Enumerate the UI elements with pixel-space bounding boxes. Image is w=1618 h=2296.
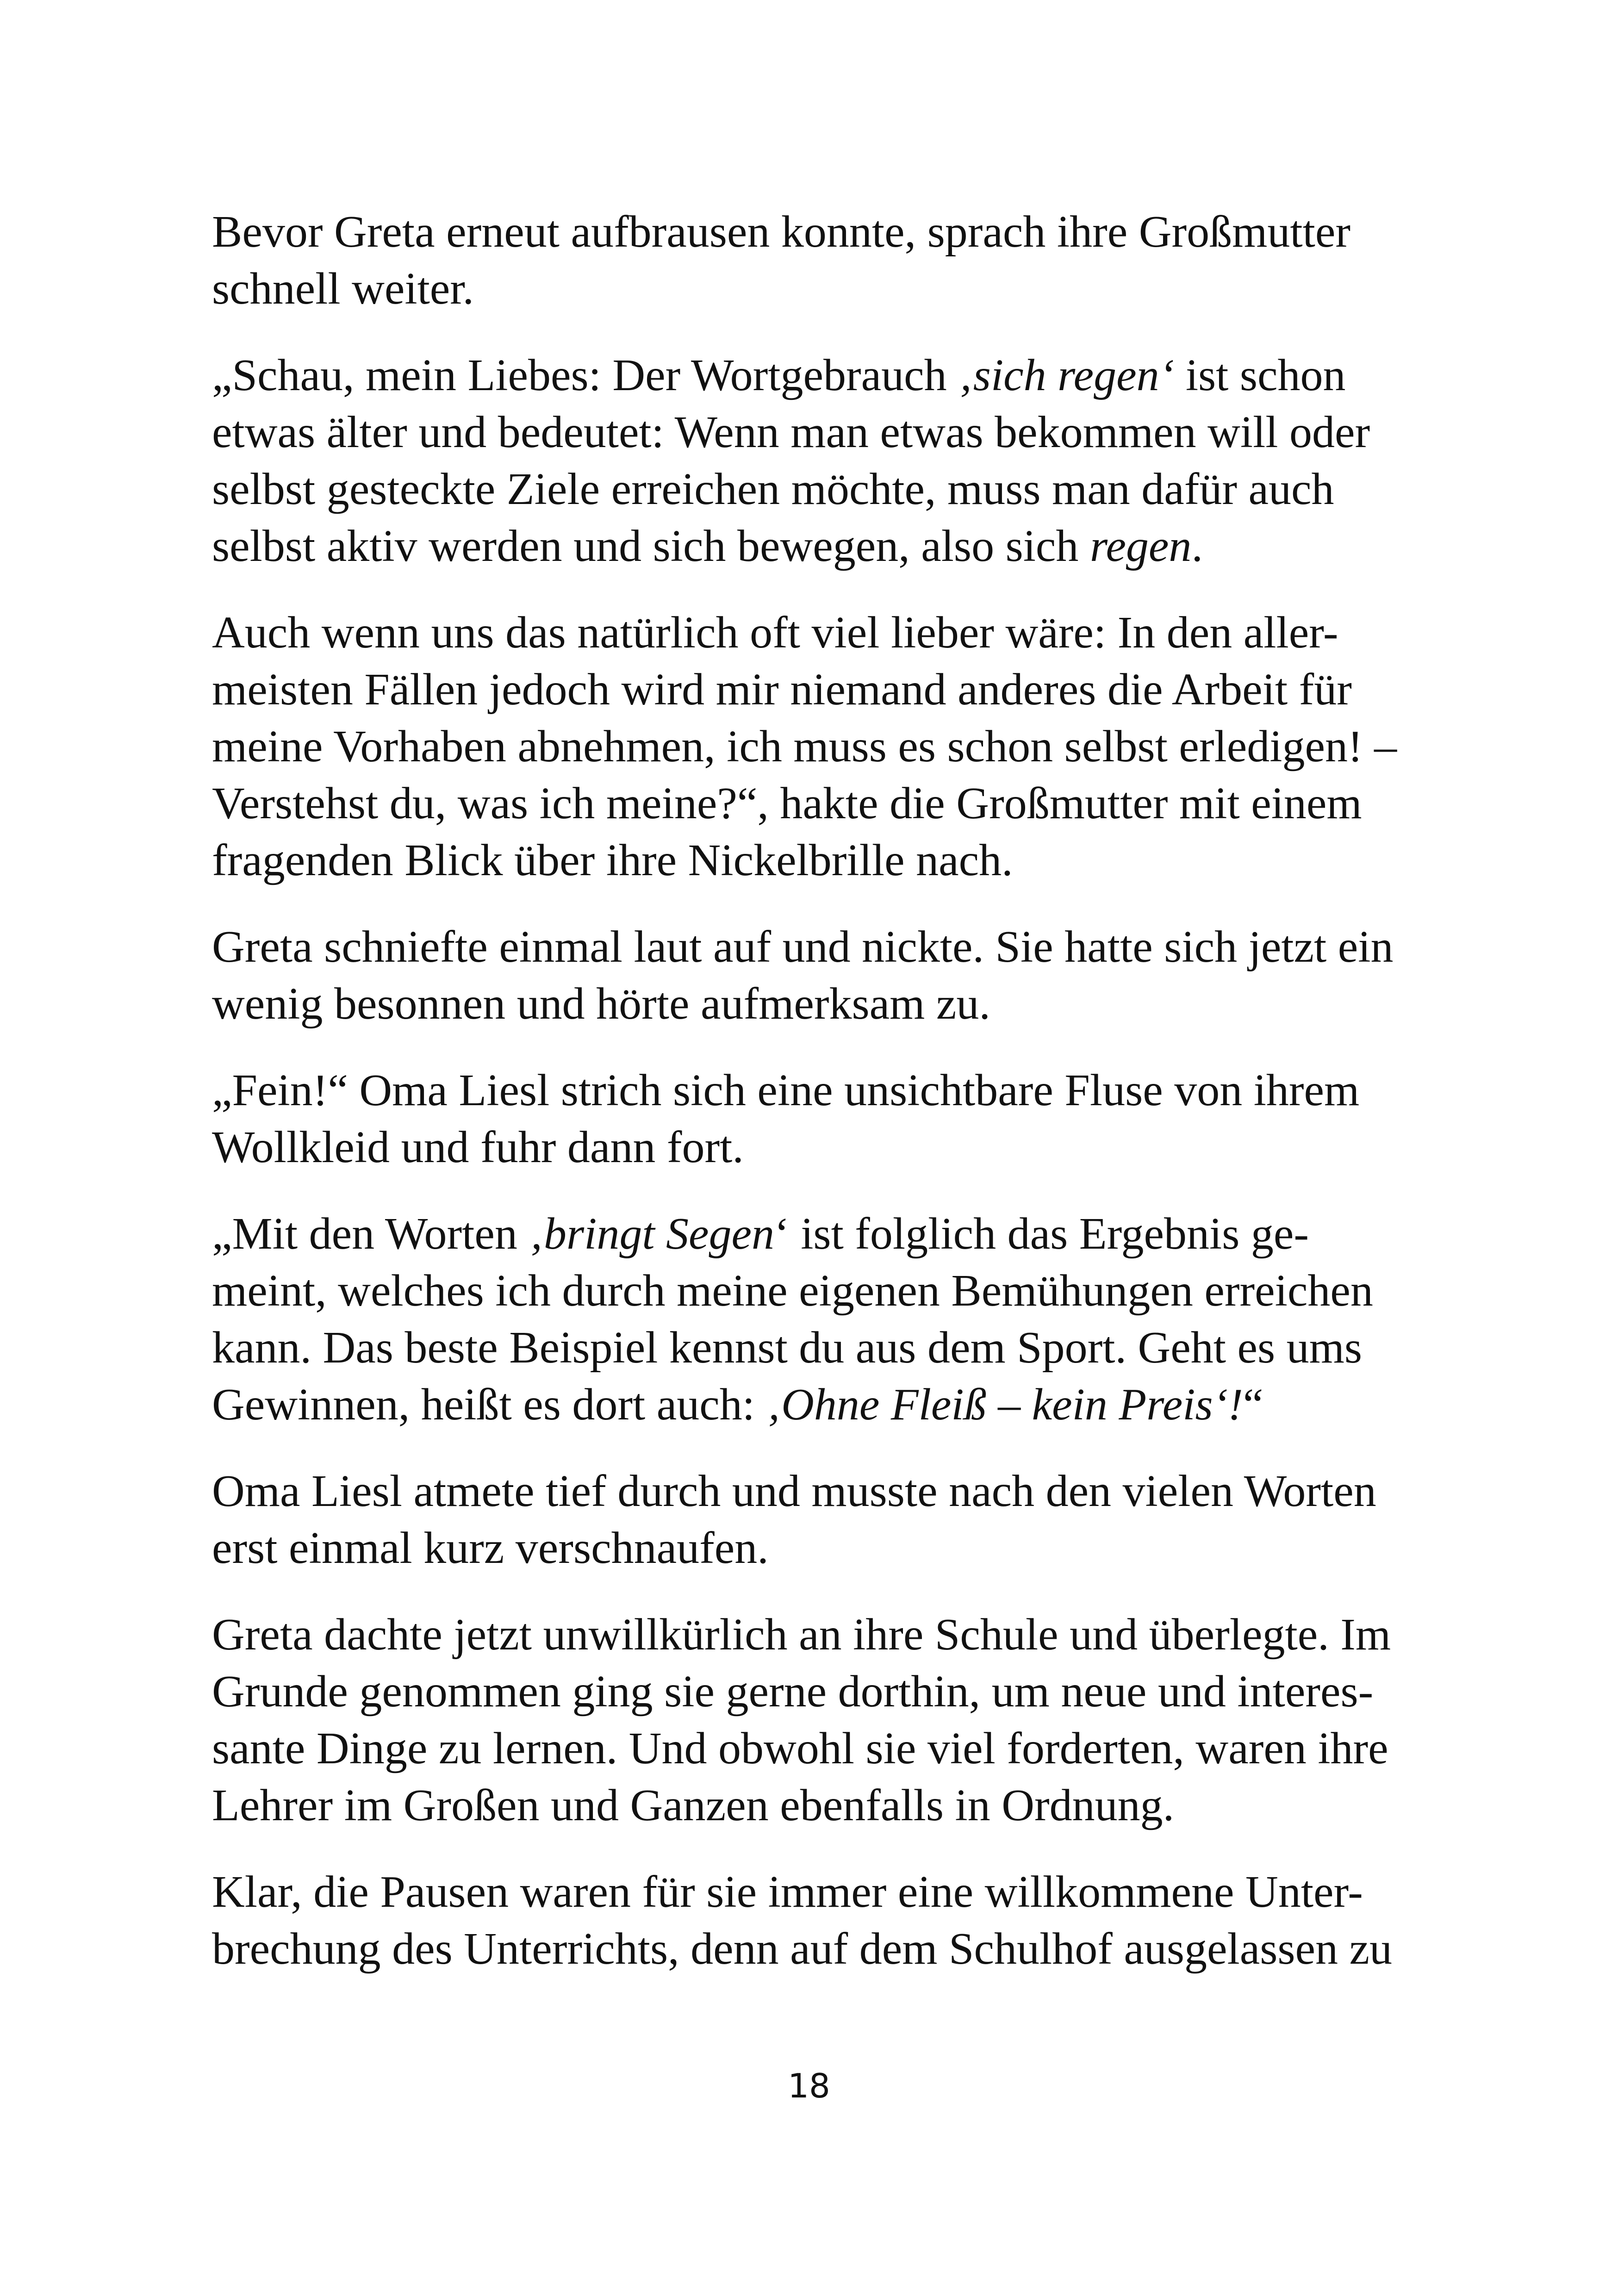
- text-segment: Klar, die Pausen waren für sie immer eine willkommene Unter-: [212, 1867, 1363, 1917]
- paragraph: [212, 1206, 1415, 1433]
- italic-text: ‚Ohne Fleiß – kein Preis‘!: [766, 1380, 1243, 1430]
- text-line: [212, 347, 1415, 404]
- text-line: [212, 832, 1415, 889]
- text-segment: selbst gesteckte Ziele erreichen möchte, muss man dafür auch: [212, 464, 1334, 514]
- text-line: [212, 1864, 1415, 1921]
- text-segment: etwas älter und bedeutet: Wenn man etwas bekommen will oder: [212, 407, 1370, 457]
- text-line: [212, 1520, 1415, 1577]
- text-line: [212, 1663, 1415, 1720]
- text-segment: selbst aktiv werden und sich bewegen, also sich: [212, 521, 1090, 571]
- text-segment: meint, welches ich durch meine eigenen Bemühungen erreichen: [212, 1266, 1373, 1316]
- text-segment: Greta schniefte einmal laut auf und nickte. Sie hatte sich jetzt ein: [212, 922, 1394, 972]
- text-segment: Bevor Greta erneut aufbrausen konnte, sprach ihre Großmutter: [212, 207, 1350, 257]
- page-number: 18: [788, 2066, 830, 2105]
- text-line: [212, 1777, 1415, 1834]
- paragraph: [212, 1864, 1415, 1978]
- paragraph: [212, 204, 1415, 317]
- text-line: [212, 976, 1415, 1033]
- italic-text: ‚bringt Segen: [529, 1209, 775, 1259]
- text-line: [212, 1463, 1415, 1520]
- paragraph: [212, 604, 1415, 889]
- text-line: [212, 604, 1415, 661]
- paragraph: [212, 919, 1415, 1033]
- text-line: [212, 1720, 1415, 1777]
- text-segment: “: [1243, 1380, 1263, 1430]
- text-segment: Auch wenn uns das natürlich oft viel lieber wäre: In den aller-: [212, 608, 1338, 658]
- text-segment: .: [1191, 521, 1203, 571]
- text-line: [212, 261, 1415, 317]
- text-line: [212, 461, 1415, 518]
- text-line: [212, 1206, 1415, 1263]
- text-line: [212, 718, 1415, 775]
- text-segment: Oma Liesl atmete tief durch und musste nach den vielen Worten: [212, 1466, 1376, 1516]
- text-segment: meine Vorhaben abnehmen, ich muss es schon selbst erledigen! –: [212, 722, 1397, 772]
- text-segment: „Fein!“ Oma Liesl strich sich eine unsichtbare Fluse von ihrem: [212, 1065, 1360, 1115]
- text-line: [212, 1119, 1415, 1176]
- text-segment: schnell weiter.: [212, 264, 474, 314]
- text-line: [212, 1319, 1415, 1376]
- text-segment: kann. Das beste Beispiel kennst du aus dem Sport. Geht es ums: [212, 1323, 1363, 1373]
- text-segment: brechung des Unterrichts, denn auf dem Schulhof ausgelassen zu: [212, 1924, 1392, 1974]
- text-line: [212, 518, 1415, 575]
- text-segment: Wollkleid und fuhr dann fort.: [212, 1122, 744, 1172]
- text-segment: fragenden Blick über ihre Nickelbrille nach.: [212, 835, 1013, 885]
- text-segment: Grunde genommen ging sie gerne dorthin, um neue und interes-: [212, 1667, 1374, 1717]
- text-line: [212, 1921, 1415, 1978]
- text-line: [212, 404, 1415, 461]
- paragraph: [212, 1463, 1415, 1577]
- text-segment: ist schon: [1174, 350, 1346, 400]
- page-body-text: [212, 204, 1415, 2007]
- text-segment: erst einmal kurz verschnaufen.: [212, 1523, 769, 1573]
- text-line: [212, 1376, 1415, 1433]
- text-segment: „Schau, mein Liebes: Der Wortgebrauch: [212, 350, 958, 400]
- italic-text: regen: [1089, 521, 1192, 571]
- paragraph: [212, 1606, 1415, 1834]
- text-segment: meisten Fällen jedoch wird mir niemand anderes die Arbeit für: [212, 665, 1352, 715]
- text-line: [212, 1062, 1415, 1119]
- italic-text: ‚sich regen‘: [958, 350, 1175, 400]
- text-line: [212, 1606, 1415, 1663]
- text-segment: Verstehst du, was ich meine?“, hakte die Großmutter mit einem: [212, 778, 1362, 828]
- text-segment: sante Dinge zu lernen. Und obwohl sie viel forderten, waren ihre: [212, 1724, 1388, 1773]
- text-segment: ‘ ist folglich das Ergebnis ge-: [774, 1209, 1309, 1259]
- paragraph: [212, 347, 1415, 575]
- text-line: [212, 919, 1415, 976]
- text-line: [212, 204, 1415, 261]
- text-line: [212, 1263, 1415, 1319]
- text-line: [212, 661, 1415, 718]
- text-segment: Greta dachte jetzt unwillkürlich an ihre Schule und überlegte. Im: [212, 1610, 1391, 1660]
- text-line: [212, 775, 1415, 832]
- text-segment: Gewinnen, heißt es dort auch:: [212, 1380, 766, 1430]
- text-segment: Lehrer im Großen und Ganzen ebenfalls in Ordnung.: [212, 1780, 1175, 1830]
- text-segment: wenig besonnen und hörte aufmerksam zu.: [212, 979, 990, 1029]
- paragraph: [212, 1062, 1415, 1176]
- text-segment: „Mit den Worten: [212, 1209, 529, 1259]
